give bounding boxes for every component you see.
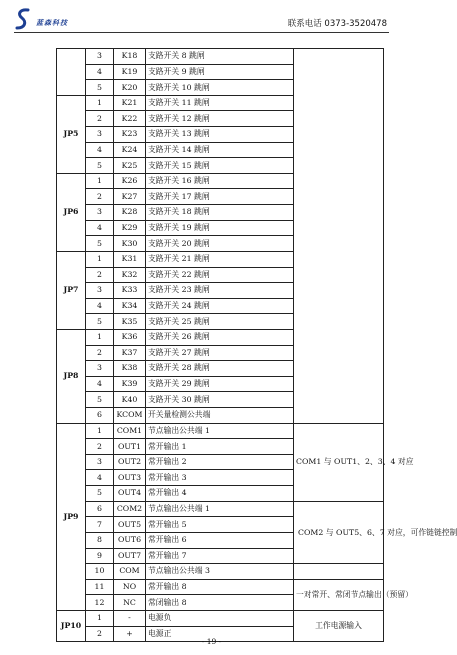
function-cell: 开关量检测公共端 <box>146 408 294 424</box>
note-cell <box>294 564 384 580</box>
connector-group-cell: JP7 <box>57 251 86 329</box>
pin-number-cell: 4 <box>86 220 114 236</box>
pin-number-cell: 6 <box>86 501 114 517</box>
note-cell <box>294 49 384 424</box>
pin-number-cell: 5 <box>86 158 114 174</box>
pin-number-cell: 1 <box>86 610 114 626</box>
function-cell: 支路开关 23 跳闸 <box>146 283 294 299</box>
function-cell: 支路开关 26 跳闸 <box>146 329 294 345</box>
signal-name-cell: OUT5 <box>114 517 146 533</box>
company-logo-icon <box>16 8 30 30</box>
signal-name-cell: KCOM <box>114 408 146 424</box>
pin-definition-table <box>56 48 457 642</box>
function-cell: 常开输出 4 <box>146 486 294 502</box>
signal-name-cell: K25 <box>114 158 146 174</box>
signal-name-cell: K28 <box>114 205 146 221</box>
signal-name-cell: K23 <box>114 127 146 143</box>
page-header <box>14 8 389 33</box>
signal-name-cell: K19 <box>114 64 146 80</box>
pin-number-cell: 5 <box>86 486 114 502</box>
function-cell: 支路开关 30 跳闸 <box>146 392 294 408</box>
signal-name-cell: K38 <box>114 361 146 377</box>
table-row <box>57 610 384 626</box>
page-number: - 19 - <box>201 637 222 646</box>
pin-number-cell: 5 <box>86 80 114 96</box>
pin-number-cell: 1 <box>86 173 114 189</box>
connector-group-cell: JP6 <box>57 173 86 251</box>
function-cell: 节点输出公共端 3 <box>146 564 294 580</box>
function-cell: 支路开关 22 跳闸 <box>146 267 294 283</box>
pin-number-cell: 1 <box>86 423 114 439</box>
function-cell: 支路开关 29 跳闸 <box>146 376 294 392</box>
note-cell: COM1 与 OUT1、2、3、4 对应 <box>294 423 384 501</box>
function-cell: 支路开关 18 跳闸 <box>146 205 294 221</box>
function-cell: 支路开关 11 跳闸 <box>146 95 294 111</box>
pin-number-cell: 10 <box>86 564 114 580</box>
signal-name-cell: K33 <box>114 283 146 299</box>
pin-number-cell: 6 <box>86 408 114 424</box>
note-cell: 一对常开、常闭节点输出（预留） <box>294 579 384 610</box>
pin-number-cell: 2 <box>86 345 114 361</box>
function-cell: 支路开关 13 跳闸 <box>146 127 294 143</box>
function-cell: 支路开关 9 跳闸 <box>146 64 294 80</box>
pin-number-cell: 2 <box>86 111 114 127</box>
function-cell: 支路开关 21 跳闸 <box>146 251 294 267</box>
signal-name-cell: K39 <box>114 376 146 392</box>
signal-name-cell: K21 <box>114 95 146 111</box>
signal-name-cell: NC <box>114 595 146 611</box>
function-cell: 支路开关 14 跳闸 <box>146 142 294 158</box>
signal-name-cell: OUT1 <box>114 439 146 455</box>
table-row <box>57 501 384 517</box>
signal-name-cell: K35 <box>114 314 146 330</box>
signal-name-cell: K34 <box>114 298 146 314</box>
pin-number-cell: 5 <box>86 392 114 408</box>
pin-number-cell: 3 <box>86 283 114 299</box>
signal-name-cell: K32 <box>114 267 146 283</box>
function-cell: 支路开关 27 跳闸 <box>146 345 294 361</box>
pin-number-cell: 2 <box>86 189 114 205</box>
signal-name-cell: OUT4 <box>114 486 146 502</box>
pin-number-cell: 8 <box>86 532 114 548</box>
signal-name-cell: K18 <box>114 49 146 65</box>
pin-number-cell: 2 <box>86 439 114 455</box>
signal-name-cell: K20 <box>114 80 146 96</box>
signal-name-cell: K26 <box>114 173 146 189</box>
signal-name-cell: COM2 <box>114 501 146 517</box>
function-cell: 支路开关 28 跳闸 <box>146 361 294 377</box>
function-cell: 常开输出 2 <box>146 454 294 470</box>
function-cell: 支路开关 20 跳闸 <box>146 236 294 252</box>
pin-number-cell: 3 <box>86 454 114 470</box>
signal-name-cell: K31 <box>114 251 146 267</box>
pin-number-cell: 4 <box>86 142 114 158</box>
pin-number-cell: 9 <box>86 548 114 564</box>
signal-name-cell: K22 <box>114 111 146 127</box>
pin-number-cell: 12 <box>86 595 114 611</box>
pin-number-cell: 1 <box>86 95 114 111</box>
signal-name-cell: K30 <box>114 236 146 252</box>
function-cell: 电源负 <box>146 610 294 626</box>
function-cell: 常开输出 1 <box>146 439 294 455</box>
connector-group-cell: JP5 <box>57 95 86 173</box>
pin-number-cell: 7 <box>86 517 114 533</box>
signal-name-cell: - <box>114 610 146 626</box>
pin-number-cell: 11 <box>86 579 114 595</box>
signal-name-cell: OUT2 <box>114 454 146 470</box>
connector-group-cell: JP8 <box>57 329 86 423</box>
function-cell: 节点输出公共端 1 <box>146 423 294 439</box>
pin-number-cell: 1 <box>86 329 114 345</box>
pin-number-cell: 3 <box>86 127 114 143</box>
pin-number-cell: 5 <box>86 314 114 330</box>
function-cell: 支路开关 8 跳闸 <box>146 49 294 65</box>
function-cell: 支路开关 15 跳闸 <box>146 158 294 174</box>
pin-number-cell: 2 <box>86 267 114 283</box>
signal-name-cell: OUT6 <box>114 532 146 548</box>
function-cell: 支路开关 12 跳闸 <box>146 111 294 127</box>
function-cell: 支路开关 17 跳闸 <box>146 189 294 205</box>
signal-name-cell: K36 <box>114 329 146 345</box>
signal-name-cell: NO <box>114 579 146 595</box>
note-cell: 工作电源输入 <box>294 610 384 641</box>
connector-group-cell <box>57 49 86 96</box>
function-cell: 常闭输出 8 <box>146 595 294 611</box>
function-cell: 常开输出 8 <box>146 579 294 595</box>
function-cell: 支路开关 19 跳闸 <box>146 220 294 236</box>
signal-name-cell: OUT3 <box>114 470 146 486</box>
connector-group-cell: JP10 <box>57 610 86 641</box>
function-cell: 常开输出 6 <box>146 532 294 548</box>
signal-name-cell: K37 <box>114 345 146 361</box>
signal-name-cell: + <box>114 626 146 642</box>
pin-number-cell: 4 <box>86 376 114 392</box>
pin-number-cell: 3 <box>86 49 114 65</box>
function-cell: 电源正 <box>146 626 294 642</box>
company-name: 蓝森科技 <box>36 19 68 27</box>
signal-name-cell: K27 <box>114 189 146 205</box>
pin-number-cell: 4 <box>86 298 114 314</box>
pin-number-cell: 4 <box>86 64 114 80</box>
note-cell: COM2 与 OUT5、6、7 对应，可作链链控制 <box>294 501 384 563</box>
pin-number-cell: 4 <box>86 470 114 486</box>
pin-number-cell: 3 <box>86 205 114 221</box>
function-cell: 支路开关 16 跳闸 <box>146 173 294 189</box>
pin-number-cell: 5 <box>86 236 114 252</box>
signal-name-cell: K29 <box>114 220 146 236</box>
signal-name-cell: OUT7 <box>114 548 146 564</box>
function-cell: 常开输出 3 <box>146 470 294 486</box>
function-cell: 支路开关 25 跳闸 <box>146 314 294 330</box>
function-cell: 节点输出公共端 1 <box>146 501 294 517</box>
pin-number-cell: 2 <box>86 626 114 642</box>
table-row <box>57 49 384 65</box>
table-row <box>57 423 384 439</box>
function-cell: 常开输出 7 <box>146 548 294 564</box>
pin-number-cell: 1 <box>86 251 114 267</box>
signal-name-cell: K24 <box>114 142 146 158</box>
contact-phone: 联系电话 0373-3520478 <box>287 19 387 29</box>
function-cell: 支路开关 10 跳闸 <box>146 80 294 96</box>
function-cell: 支路开关 24 跳闸 <box>146 298 294 314</box>
signal-name-cell: K40 <box>114 392 146 408</box>
table-row <box>57 564 384 580</box>
function-cell: 常开输出 5 <box>146 517 294 533</box>
table-row <box>57 579 384 595</box>
pin-number-cell: 3 <box>86 361 114 377</box>
connector-group-cell: JP9 <box>57 423 86 610</box>
signal-name-cell: COM <box>114 564 146 580</box>
signal-name-cell: COM1 <box>114 423 146 439</box>
